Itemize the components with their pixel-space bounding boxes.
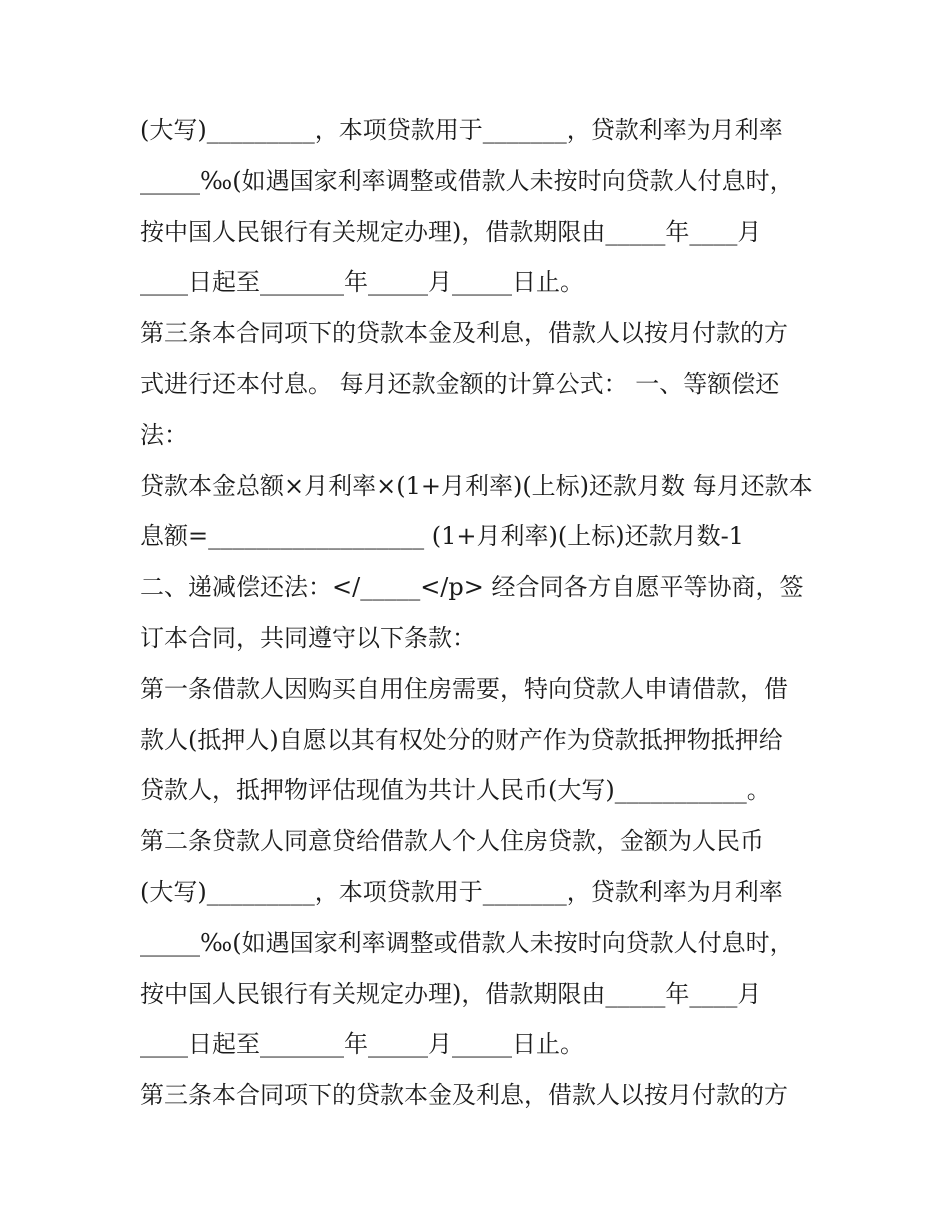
text-line: 二、递减偿还法：</_____</p> 经合同各方自愿平等协商，签 bbox=[140, 573, 804, 602]
text-line: 第三条本合同项下的贷款本金及利息，借款人以按月付款的方 bbox=[140, 319, 788, 348]
text-line: ____日起至_______年_____月_____日止。 bbox=[140, 268, 584, 297]
text-line: _____‰(如遇国家利率调整或借款人未按时向贷款人付息时， bbox=[140, 166, 794, 195]
text-line: 法： bbox=[140, 420, 188, 449]
text-line: _____‰(如遇国家利率调整或借款人未按时向贷款人付息时， bbox=[140, 928, 794, 957]
text-line: ____日起至_______年_____月_____日止。 bbox=[140, 1030, 584, 1059]
text-line: 贷款人，抵押物评估现值为共计人民币(大写)___________。 bbox=[140, 776, 771, 805]
text-line: 订本合同，共同遵守以下条款： bbox=[140, 623, 476, 652]
contract-text bbox=[140, 105, 820, 1121]
text-line: 第三条本合同项下的贷款本金及利息，借款人以按月付款的方 bbox=[140, 1081, 788, 1110]
text-line: 第二条贷款人同意贷给借款人个人住房贷款，金额为人民币 bbox=[140, 827, 764, 856]
text-line: 息额=__________________ (1+月利率)(上标)还款月数-1 bbox=[140, 522, 744, 551]
text-line: (大写)_________，本项贷款用于_______，贷款利率为月利率 bbox=[140, 116, 783, 144]
text-line: 按中国人民银行有关规定办理)，借款期限由_____年____月 bbox=[140, 217, 762, 246]
text-line: 第一条借款人因购买自用住房需要，特向贷款人申请借款，借 bbox=[140, 674, 788, 703]
text-line: 按中国人民银行有关规定办理)，借款期限由_____年____月 bbox=[140, 979, 762, 1008]
text-line: (大写)_________，本项贷款用于_______，贷款利率为月利率 bbox=[140, 877, 783, 906]
text-line: 贷款本金总额×月利率×(1+月利率)(上标)还款月数 每月还款本 bbox=[140, 471, 813, 500]
text-line: 款人(抵押人)自愿以其有权处分的财产作为贷款抵押物抵押给 bbox=[140, 725, 783, 754]
text-line: 式进行还本付息。 每月还款金额的计算公式： 一、等额偿还 bbox=[140, 369, 780, 398]
